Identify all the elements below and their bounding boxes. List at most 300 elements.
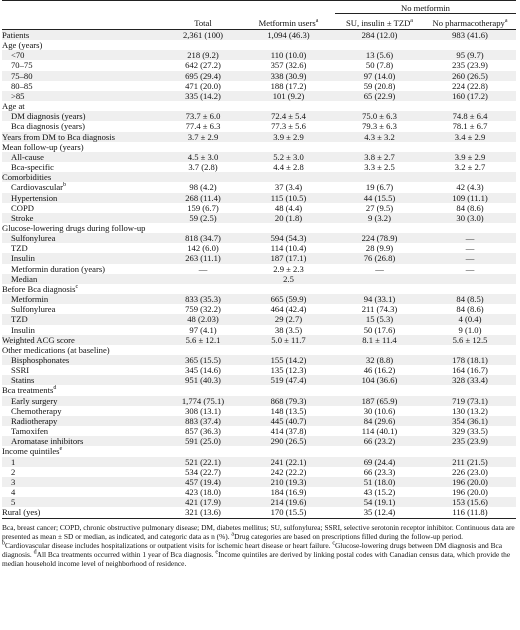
cell-value xyxy=(164,446,242,456)
cell-value: 3.9 ± 2.9 xyxy=(424,152,516,162)
cell-value: 2,361 (100) xyxy=(164,30,242,41)
cell-value: 97 (14.0) xyxy=(335,71,424,81)
cell-value: 3.8 ± 2.7 xyxy=(335,152,424,162)
cell-value: 345 (14.6) xyxy=(185,365,221,376)
cell-value: 3.2 ± 2.7 xyxy=(454,162,486,173)
cell-value: 28 (9.9) xyxy=(365,243,394,254)
cell-value: 160 (17.2) xyxy=(424,91,516,101)
cell-value: 833 (35.3) xyxy=(164,294,242,304)
table-row xyxy=(2,274,516,284)
cell-value: 414 (37.8) xyxy=(270,426,307,437)
table-row xyxy=(2,335,516,345)
cell-value: — xyxy=(375,263,384,274)
row-label: All-cause xyxy=(2,152,164,162)
cell-value xyxy=(242,172,335,182)
cell-value xyxy=(424,385,516,395)
cell-value: 79.3 ± 6.3 xyxy=(362,121,397,132)
table-row xyxy=(2,193,516,203)
cell-value xyxy=(335,101,424,111)
table-row xyxy=(2,325,516,335)
table-row xyxy=(2,111,516,121)
cell-value: 54 (19.1) xyxy=(335,497,424,507)
footnote-a: $^a$Drug categories are based on prescriptions filled during the follow-up period. xyxy=(231,531,463,541)
cell-value: 329 (33.5) xyxy=(452,426,488,437)
cell-value: 521 (22.1) xyxy=(164,457,242,467)
cell-value: 260 (26.5) xyxy=(424,71,516,81)
cell-value: 4 (0.4) xyxy=(424,314,516,324)
cell-value: 5.6 ± 12.5 xyxy=(424,335,516,345)
cell-value: 94 (33.1) xyxy=(335,294,424,304)
cell-value: 32 (8.8) xyxy=(335,355,424,365)
row-label: Insulin xyxy=(2,253,164,263)
no-metformin-group-header: No metformin xyxy=(335,1,516,14)
table-row xyxy=(2,365,516,375)
cell-value: 148 (13.5) xyxy=(270,405,307,416)
cell-value: 73.7 ± 6.0 xyxy=(164,111,242,121)
cell-value: 13 (5.6) xyxy=(335,50,424,60)
cell-value: — xyxy=(424,233,516,243)
table-row xyxy=(2,152,516,162)
row-label: 4 xyxy=(11,487,16,498)
row-label: Patients xyxy=(2,30,164,41)
cell-value: 84 (8.5) xyxy=(424,294,516,304)
cell-value: 241 (22.1) xyxy=(242,457,335,467)
cell-value: 224 (22.8) xyxy=(452,80,488,91)
cell-value: 104 (36.6) xyxy=(335,375,424,385)
cell-value xyxy=(335,223,424,233)
footnote-e: $^e$Income quintiles are derived by linking postal codes with Canadian census data, which provide the median household income level of neighborhood of residence. xyxy=(2,549,511,569)
cell-value xyxy=(164,142,242,152)
cell-value: 883 (37.4) xyxy=(164,416,242,426)
row-label: Chemotherapy xyxy=(11,405,62,416)
cell-value: 224 (78.9) xyxy=(335,233,424,243)
cell-value: 101 (9.2) xyxy=(242,91,335,101)
cell-value: 519 (47.4) xyxy=(242,375,335,385)
cell-value: — xyxy=(465,263,475,274)
cell-value: 196 (20.0) xyxy=(452,487,488,498)
cell-value: 76 (26.8) xyxy=(335,253,424,263)
cell-value: 290 (26.5) xyxy=(242,436,335,446)
footnote-b: $^b$Cardiovascular disease includes hospitalizations or outpatient visits for ischemic heart disease or heart failure. xyxy=(2,540,333,550)
cell-value: 210 (19.3) xyxy=(242,477,335,487)
row-label: Median xyxy=(2,274,164,284)
cell-value: 164 (16.7) xyxy=(452,365,488,376)
cell-value: 98 (4.2) xyxy=(189,182,217,193)
table-row xyxy=(2,426,516,436)
cell-value: 46 (16.2) xyxy=(363,365,396,376)
cell-value: 51 (18.0) xyxy=(335,477,424,487)
cell-value: 9 (3.2) xyxy=(335,213,424,223)
cell-value: 594 (54.3) xyxy=(242,233,335,243)
cell-value: 184 (16.9) xyxy=(270,487,307,498)
footnote-abbrev: Bca, breast cancer; COPD, chronic obstructive pulmonary disease; DM, diabetes mellitus; SU, sulfonylurea; SSRI, selective serotonin receptor inhibitor. Continuous data are presented as mean ± SD or median, as indicated, and categoric data as n (%). xyxy=(2,522,515,541)
table-row xyxy=(2,416,516,426)
cell-value: 1,774 (75.1) xyxy=(164,396,242,406)
cell-value: 29 (2.7) xyxy=(242,314,335,324)
cell-value: 42 (4.3) xyxy=(456,182,484,193)
cell-value: 115 (10.5) xyxy=(242,193,335,203)
cell-value: 3.4 ± 2.9 xyxy=(424,132,516,142)
cell-value xyxy=(242,142,335,152)
cell-value: 3.9 ± 2.9 xyxy=(242,132,335,142)
cell-value: 66 (23.3) xyxy=(363,466,396,477)
cell-value: 591 (25.0) xyxy=(164,436,242,446)
table-row xyxy=(2,40,516,50)
row-label: Bisphosphonates xyxy=(2,355,164,365)
row-label: Age (years) xyxy=(2,40,43,51)
cell-value: 187 (17.1) xyxy=(242,253,335,263)
table-row xyxy=(2,264,516,274)
baseline-characteristics-table xyxy=(2,0,516,519)
cell-value: 50 (17.6) xyxy=(363,324,396,335)
row-label: Aromatase inhibitors xyxy=(2,436,164,446)
cell-value: 5.6 ± 12.1 xyxy=(164,335,242,345)
table-row xyxy=(2,396,516,406)
cell-value: 110 (10.0) xyxy=(242,50,335,60)
cell-value: 187 (65.9) xyxy=(335,396,424,406)
cell-value: 84 (8.6) xyxy=(456,202,484,213)
cell-value: 226 (23.0) xyxy=(452,466,488,477)
table-row xyxy=(2,91,516,101)
cell-value: 242 (22.2) xyxy=(270,466,307,477)
cell-value: 328 (33.4) xyxy=(424,375,516,385)
cell-value: 196 (20.0) xyxy=(424,477,516,487)
cell-value: 188 (17.2) xyxy=(270,80,307,91)
cell-value: 75.0 ± 6.3 xyxy=(335,111,424,121)
cell-value xyxy=(164,223,242,233)
cell-value: 211 (74.3) xyxy=(361,304,398,315)
cell-value xyxy=(335,142,424,152)
cell-value: 3.7 ± 2.9 xyxy=(164,132,242,142)
cell-value: 19 (6.7) xyxy=(365,182,394,193)
footnote-d: $^d$All Bca treatments occurred within 1 year of Bca diagnosis. xyxy=(33,549,216,560)
cell-value: 178 (18.1) xyxy=(424,355,516,365)
cell-value: 335 (14.2) xyxy=(164,91,242,101)
cell-value: 365 (15.5) xyxy=(164,355,242,365)
table-row xyxy=(2,457,516,467)
row-label: Rural (yes) xyxy=(2,507,164,518)
table-body xyxy=(2,30,516,519)
cell-value: 354 (36.1) xyxy=(424,416,516,426)
cell-value xyxy=(164,345,242,355)
table-row xyxy=(2,132,516,142)
cell-value: 284 (12.0) xyxy=(335,30,424,41)
cell-value xyxy=(424,142,516,152)
table-row xyxy=(2,142,516,152)
cell-value: 534 (22.7) xyxy=(185,466,221,477)
table-row xyxy=(2,467,516,477)
cell-value: 308 (13.1) xyxy=(185,405,221,416)
cell-value: 72.4 ± 5.4 xyxy=(242,111,335,121)
cell-value: 263 (11.1) xyxy=(164,253,242,263)
cell-value: 818 (34.7) xyxy=(164,233,242,243)
cell-value xyxy=(242,385,335,395)
table-row xyxy=(2,487,516,497)
cell-value: 130 (13.2) xyxy=(452,405,488,416)
cell-value: 268 (11.4) xyxy=(164,193,242,203)
cell-value xyxy=(242,446,335,456)
cell-value xyxy=(164,40,242,50)
cell-value: 4.3 ± 3.2 xyxy=(335,132,424,142)
cell-value: 37 (3.4) xyxy=(274,182,303,193)
cell-value: 84 (8.6) xyxy=(456,304,484,315)
table-row xyxy=(2,375,516,385)
table-footnotes xyxy=(2,523,516,569)
cell-value xyxy=(424,101,516,111)
header-column-row xyxy=(2,14,516,30)
cell-value xyxy=(335,385,424,395)
table-row xyxy=(2,436,516,446)
cell-value: — xyxy=(198,263,208,274)
row-label: Cardiovascular$^b$ xyxy=(11,182,67,193)
table-row xyxy=(2,243,516,253)
cell-value xyxy=(242,284,335,294)
cell-value: 114 (10.4) xyxy=(270,243,307,254)
row-label: Statins xyxy=(2,375,164,385)
cell-value: 719 (73.1) xyxy=(424,396,516,406)
cell-value: 27 (9.5) xyxy=(365,202,394,213)
cell-value: 211 (21.5) xyxy=(424,457,516,467)
footnote-c: $^c$Glucose-lowering drugs between DM diagnosis and Bca diagnosis. xyxy=(2,540,503,560)
table-row xyxy=(2,385,516,395)
cell-value: 423 (18.0) xyxy=(185,487,221,498)
row-label: Hypertension xyxy=(2,193,164,203)
cell-value: 69 (24.4) xyxy=(335,457,424,467)
col-header-su-insulin-tzd: SU, insulin ± $TZD^a$ xyxy=(335,14,424,30)
row-label: 3 xyxy=(2,477,164,487)
cell-value: 5.2 ± 3.0 xyxy=(242,152,335,162)
cell-value: 983 (41.6) xyxy=(424,30,516,41)
row-label: COPD xyxy=(11,202,34,213)
cell-value: 642 (27.2) xyxy=(185,60,221,71)
table-row xyxy=(2,71,516,81)
cell-value xyxy=(424,284,516,294)
cell-value: 95 (9.7) xyxy=(424,50,516,60)
row-label: Age at xyxy=(2,101,25,112)
cell-value: 170 (15.5) xyxy=(242,507,335,518)
table-row xyxy=(2,233,516,243)
cell-value: 77.3 ± 5.6 xyxy=(271,121,306,132)
table-row xyxy=(2,213,516,223)
cell-value: 8.1 ± 11.4 xyxy=(335,335,424,345)
table-row xyxy=(2,60,516,70)
cell-value: 43 (15.2) xyxy=(363,487,396,498)
cell-value xyxy=(242,101,335,111)
cell-value xyxy=(335,446,424,456)
cell-value: 135 (12.3) xyxy=(270,365,307,376)
table-row xyxy=(2,30,516,41)
row-label: 80–85 xyxy=(11,80,33,91)
table-row xyxy=(2,121,516,131)
cell-value: 2.5 xyxy=(242,274,335,284)
cell-value: 235 (23.9) xyxy=(452,60,488,71)
table-row xyxy=(2,172,516,182)
table-row xyxy=(2,223,516,233)
col-header-total: Total xyxy=(164,14,242,30)
row-label: Mean follow-up (years) xyxy=(2,141,84,152)
row-label: Weighted ACG score xyxy=(2,335,164,345)
cell-value: 857 (36.3) xyxy=(185,426,221,437)
table-row xyxy=(2,253,516,263)
table-row xyxy=(2,345,516,355)
cell-value: 421 (17.9) xyxy=(164,497,242,507)
cell-value xyxy=(424,172,516,182)
cell-value: 445 (40.7) xyxy=(242,416,335,426)
row-label: <70 xyxy=(2,50,164,60)
cell-value: 4.5 ± 3.0 xyxy=(164,152,242,162)
row-label: Before Bca diagnosis$^c$ xyxy=(2,283,79,294)
row-label: Stroke xyxy=(2,213,164,223)
table-row xyxy=(2,446,516,456)
cell-value: 235 (23.9) xyxy=(424,436,516,446)
row-label: 75–80 xyxy=(2,71,164,81)
cell-value: 116 (11.8) xyxy=(424,507,516,518)
cell-value xyxy=(335,274,424,284)
cell-value xyxy=(164,172,242,182)
cell-value: 665 (59.9) xyxy=(242,294,335,304)
table-row xyxy=(2,314,516,324)
table-row xyxy=(2,182,516,192)
cell-value: 59 (20.8) xyxy=(363,80,396,91)
table-row xyxy=(2,497,516,507)
cell-value xyxy=(335,172,424,182)
cell-value: 9 (1.0) xyxy=(458,324,482,335)
row-label: Years from DM to Bca diagnosis xyxy=(2,132,164,142)
cell-value: 153 (15.6) xyxy=(424,497,516,507)
cell-value xyxy=(164,385,242,395)
cell-value: 97 (4.1) xyxy=(189,324,217,335)
cell-value: 44 (15.5) xyxy=(335,193,424,203)
row-label: Sulfonylurea xyxy=(11,304,56,315)
cell-value: 35 (12.4) xyxy=(335,507,424,518)
row-label: 1 xyxy=(2,457,164,467)
row-label: Income quintiles$^e$ xyxy=(2,446,63,457)
cell-value: 84 (29.6) xyxy=(335,416,424,426)
cell-value: 74.8 ± 6.4 xyxy=(424,111,516,121)
cell-value: 357 (32.6) xyxy=(270,60,307,71)
cell-value: 868 (79.3) xyxy=(242,396,335,406)
cell-value: 4.4 ± 2.8 xyxy=(273,162,304,173)
cell-value xyxy=(242,40,335,50)
cell-value xyxy=(424,274,516,284)
cell-value: 159 (6.7) xyxy=(187,202,219,213)
cell-value: 759 (32.2) xyxy=(185,304,221,315)
cell-value: 321 (13.6) xyxy=(164,507,242,518)
cell-value: — xyxy=(424,253,516,263)
cell-value: 3.7 (2.8) xyxy=(188,162,218,173)
cell-value xyxy=(164,284,242,294)
table-row xyxy=(2,162,516,172)
cell-value: 65 (22.9) xyxy=(335,91,424,101)
row-label: Radiotherapy xyxy=(2,416,164,426)
cell-value xyxy=(164,274,242,284)
cell-value: 695 (29.4) xyxy=(164,71,242,81)
cell-value: 142 (6.0) xyxy=(187,243,219,254)
cell-value: 951 (40.3) xyxy=(164,375,242,385)
row-label: Metformin xyxy=(2,294,164,304)
table-row xyxy=(2,284,516,294)
cell-value xyxy=(335,345,424,355)
row-label: 5 xyxy=(2,497,164,507)
cell-value: 1,094 (46.3) xyxy=(242,30,335,41)
row-label: Metformin duration (years) xyxy=(11,263,106,274)
cell-value: 471 (20.0) xyxy=(185,80,221,91)
row-label: DM diagnosis (years) xyxy=(2,111,164,121)
cell-value: 66 (23.2) xyxy=(335,436,424,446)
cell-value: 114 (40.1) xyxy=(361,426,398,437)
cell-value: 38 (3.5) xyxy=(274,324,303,335)
row-label: Tamoxifen xyxy=(11,426,49,437)
row-label: Insulin xyxy=(11,324,35,335)
cell-value: 155 (14.2) xyxy=(242,355,335,365)
page xyxy=(2,0,518,628)
col-header-no-pharmacotherapy: No pharmacotherapy$^a$ xyxy=(424,14,516,30)
cell-value: 78.1 ± 6.7 xyxy=(452,121,488,132)
cell-value xyxy=(424,223,516,233)
cell-value: 30 (3.0) xyxy=(424,213,516,223)
row-label: TZD xyxy=(2,314,164,324)
cell-value: 3.3 ± 2.5 xyxy=(364,162,395,173)
row-label: TZD xyxy=(11,243,28,254)
row-label: Bca treatments$^d$ xyxy=(2,385,57,396)
cell-value xyxy=(335,284,424,294)
row-label: Sulfonylurea xyxy=(2,233,164,243)
cell-value: 218 (9.2) xyxy=(164,50,242,60)
cell-value xyxy=(424,446,516,456)
cell-value: 59 (2.5) xyxy=(164,213,242,223)
row-label: >85 xyxy=(2,91,164,101)
cell-value: 50 (7.8) xyxy=(365,60,394,71)
row-label: Bca-specific xyxy=(11,162,54,173)
table-row xyxy=(2,304,516,314)
col-header-metformin: Metformin users$^a$ xyxy=(242,14,335,30)
cell-value: 5.0 ± 11.7 xyxy=(242,335,335,345)
cell-value: 15 (5.3) xyxy=(335,314,424,324)
cell-value: 464 (42.4) xyxy=(270,304,307,315)
cell-value: 20 (1.8) xyxy=(242,213,335,223)
table-row xyxy=(2,101,516,111)
row-label: Glucose-lowering drugs during follow-up xyxy=(2,222,146,233)
cell-value: 2.9 ± 2.3 xyxy=(273,263,304,274)
cell-value: 77.4 ± 6.3 xyxy=(185,121,221,132)
row-label: 2 xyxy=(11,466,16,477)
cell-value: — xyxy=(465,243,475,254)
table-row xyxy=(2,507,516,518)
cell-value: 48 (2.03) xyxy=(164,314,242,324)
cell-value xyxy=(335,40,424,50)
row-label: 70–75 xyxy=(11,60,33,71)
cell-value xyxy=(164,101,242,111)
cell-value xyxy=(242,345,335,355)
table-row xyxy=(2,50,516,60)
cell-value: 48 (4.4) xyxy=(274,202,303,213)
cell-value: 109 (11.1) xyxy=(424,193,516,203)
cell-value: 30 (10.6) xyxy=(363,405,396,416)
cell-value: 338 (30.9) xyxy=(242,71,335,81)
row-label: SSRI xyxy=(11,365,30,376)
row-label: Bca diagnosis (years) xyxy=(11,121,85,132)
cell-value xyxy=(424,345,516,355)
header-group-row xyxy=(2,1,516,14)
cell-value: 457 (19.4) xyxy=(164,477,242,487)
cell-value xyxy=(242,223,335,233)
row-label: Early surgery xyxy=(2,396,164,406)
row-label: Other medications (at baseline) xyxy=(2,344,110,355)
table-row xyxy=(2,477,516,487)
table-row xyxy=(2,294,516,304)
cell-value: 214 (19.6) xyxy=(242,497,335,507)
table-row xyxy=(2,203,516,213)
